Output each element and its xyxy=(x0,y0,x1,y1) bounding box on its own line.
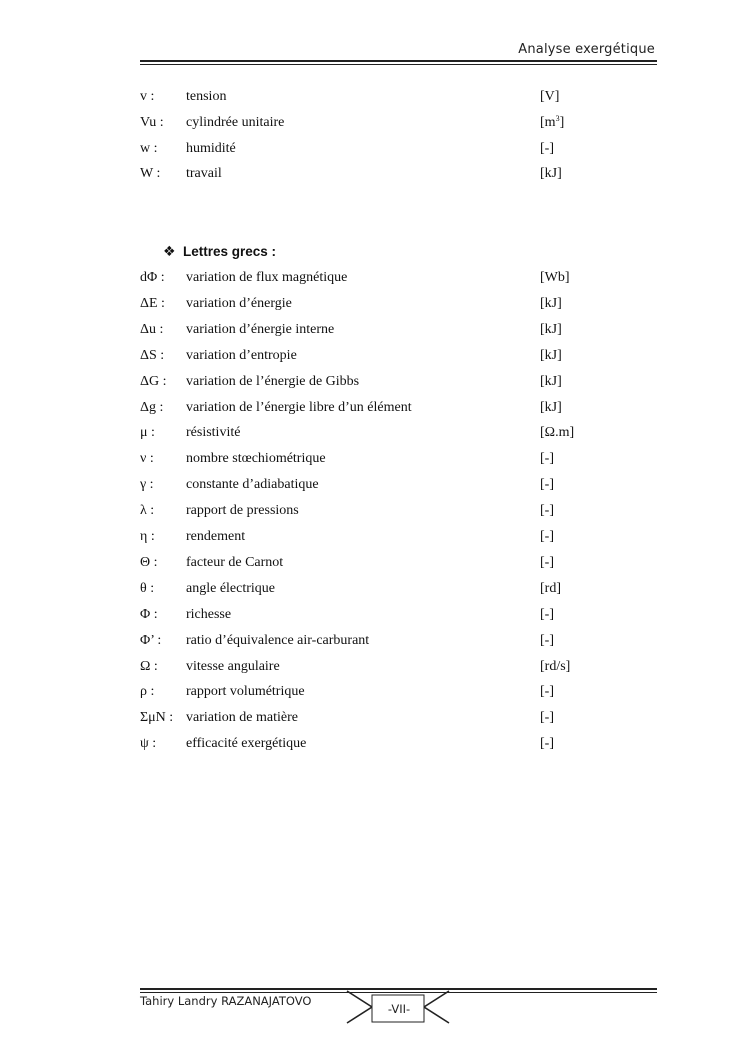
symbol-description: tension xyxy=(186,89,227,104)
symbol-row xyxy=(140,500,660,522)
symbol: v : xyxy=(140,89,155,104)
symbol: Vu : xyxy=(140,115,164,130)
symbol-row xyxy=(140,397,660,419)
symbol: Φ’ : xyxy=(140,632,162,648)
symbol-description: variation de l’énergie de Gibbs xyxy=(186,373,360,389)
symbol-description: vitesse angulaire xyxy=(186,658,280,674)
symbol-description: efficacité exergétique xyxy=(186,736,307,752)
symbol: μ : xyxy=(140,425,155,441)
symbol-row-v xyxy=(140,86,660,108)
symbol-unit: [Ω.m] xyxy=(540,425,575,441)
symbol-description: richesse xyxy=(186,606,232,622)
symbol-row xyxy=(140,733,660,755)
symbol-row xyxy=(140,578,660,600)
symbol: ΔG : xyxy=(140,373,167,389)
symbol-description: nombre stœchiométrique xyxy=(186,451,326,467)
symbol-description: rapport de pressions xyxy=(186,503,299,519)
symbol-row xyxy=(140,526,660,548)
symbol-description: rendement xyxy=(186,529,246,544)
symbol-unit: [kJ] xyxy=(540,373,562,389)
symbol-row-vu xyxy=(140,112,660,134)
footer-author: Tahiry Landry RAZANAJATOVO xyxy=(140,994,312,1008)
symbol-row xyxy=(140,448,660,470)
symbol: η : xyxy=(140,529,155,544)
symbol-description: humidité xyxy=(186,141,236,156)
symbol-row xyxy=(140,371,660,393)
symbol-description: cylindrée unitaire xyxy=(186,115,285,130)
header-rule xyxy=(140,60,657,62)
symbol-row xyxy=(140,604,660,626)
symbol-unit: [kJ] xyxy=(540,347,562,363)
symbol-description: facteur de Carnot xyxy=(186,554,284,570)
section-heading-greek xyxy=(163,240,276,263)
symbol: ν : xyxy=(140,451,154,467)
symbol-row xyxy=(140,267,660,289)
unit-base: [m xyxy=(540,115,556,130)
symbol-unit: [kJ] xyxy=(540,295,562,311)
symbol-description: variation de matière xyxy=(186,710,298,726)
symbol: γ : xyxy=(140,477,154,493)
symbol-unit: [V] xyxy=(540,89,560,104)
symbol-unit: [Wb] xyxy=(540,270,570,285)
symbol-unit: [-] xyxy=(540,477,554,493)
symbol-unit: [-] xyxy=(540,684,554,700)
symbol-row xyxy=(140,319,660,341)
diamond-bullet-icon: ❖ xyxy=(163,243,176,259)
symbol: Θ : xyxy=(140,554,158,570)
symbol-description: variation d’énergie interne xyxy=(186,321,335,337)
symbol-unit: [-] xyxy=(540,503,554,519)
symbol: Δg : xyxy=(140,399,164,415)
symbol-description: variation de flux magnétique xyxy=(186,270,348,285)
symbol-unit: [-] xyxy=(540,710,554,726)
symbol-unit xyxy=(540,112,564,134)
symbol-unit: [-] xyxy=(540,451,554,467)
running-header-title: Analyse exergétique xyxy=(518,42,655,57)
symbol-description: ratio d’équivalence air-carburant xyxy=(186,632,370,648)
symbol-unit: [rd/s] xyxy=(540,658,571,674)
symbol-row xyxy=(140,422,660,444)
symbol: θ : xyxy=(140,580,155,596)
symbol-description: résistivité xyxy=(186,425,241,441)
symbol-unit: [-] xyxy=(540,736,554,752)
symbol-description: travail xyxy=(186,166,222,181)
symbol: Ω : xyxy=(140,658,158,674)
symbol-unit: [kJ] xyxy=(540,166,562,181)
symbol-description: variation d’entropie xyxy=(186,347,297,363)
symbol-description: variation d’énergie xyxy=(186,295,292,311)
symbol: ΔS : xyxy=(140,347,165,363)
symbol-row xyxy=(140,552,660,574)
symbol-row xyxy=(140,681,660,703)
symbol: dΦ : xyxy=(140,270,165,285)
symbol: λ : xyxy=(140,503,155,519)
symbol-description: variation de l’énergie libre d’un élément xyxy=(186,399,412,415)
symbol: ΣμN : xyxy=(140,710,174,726)
symbol: ΔE : xyxy=(140,295,165,311)
unit-exponent: 3 xyxy=(555,114,560,123)
symbol-description: constante d’adiabatique xyxy=(186,477,319,493)
header-rule-thin xyxy=(140,64,657,65)
symbol-description: angle électrique xyxy=(186,580,276,596)
symbol-row-W xyxy=(140,163,660,185)
symbol-row-w xyxy=(140,138,660,160)
symbol-unit: [-] xyxy=(540,141,554,156)
symbol-unit: [-] xyxy=(540,554,554,570)
symbol-description: rapport volumétrique xyxy=(186,684,305,700)
symbol-unit: [-] xyxy=(540,529,554,544)
symbol: ρ : xyxy=(140,684,155,700)
symbol-unit: [kJ] xyxy=(540,321,562,337)
page-number: -VII- xyxy=(387,1002,411,1016)
symbol-unit: [kJ] xyxy=(540,399,562,415)
symbol: ψ : xyxy=(140,736,157,752)
symbol: Δu : xyxy=(140,321,164,337)
symbol-row xyxy=(140,707,660,729)
symbol-row xyxy=(140,630,660,652)
symbol-unit: [-] xyxy=(540,606,554,622)
symbol-unit: [-] xyxy=(540,632,554,648)
symbol-row xyxy=(140,474,660,496)
unit-close: ] xyxy=(559,115,565,130)
symbol: Φ : xyxy=(140,606,158,622)
symbol-unit: [rd] xyxy=(540,580,561,596)
symbol: W : xyxy=(140,166,161,181)
symbol-row xyxy=(140,345,660,367)
symbol-row xyxy=(140,293,660,315)
section-heading-text: Lettres grecs : xyxy=(183,244,277,259)
symbol: w : xyxy=(140,141,158,156)
symbol-row xyxy=(140,656,660,678)
